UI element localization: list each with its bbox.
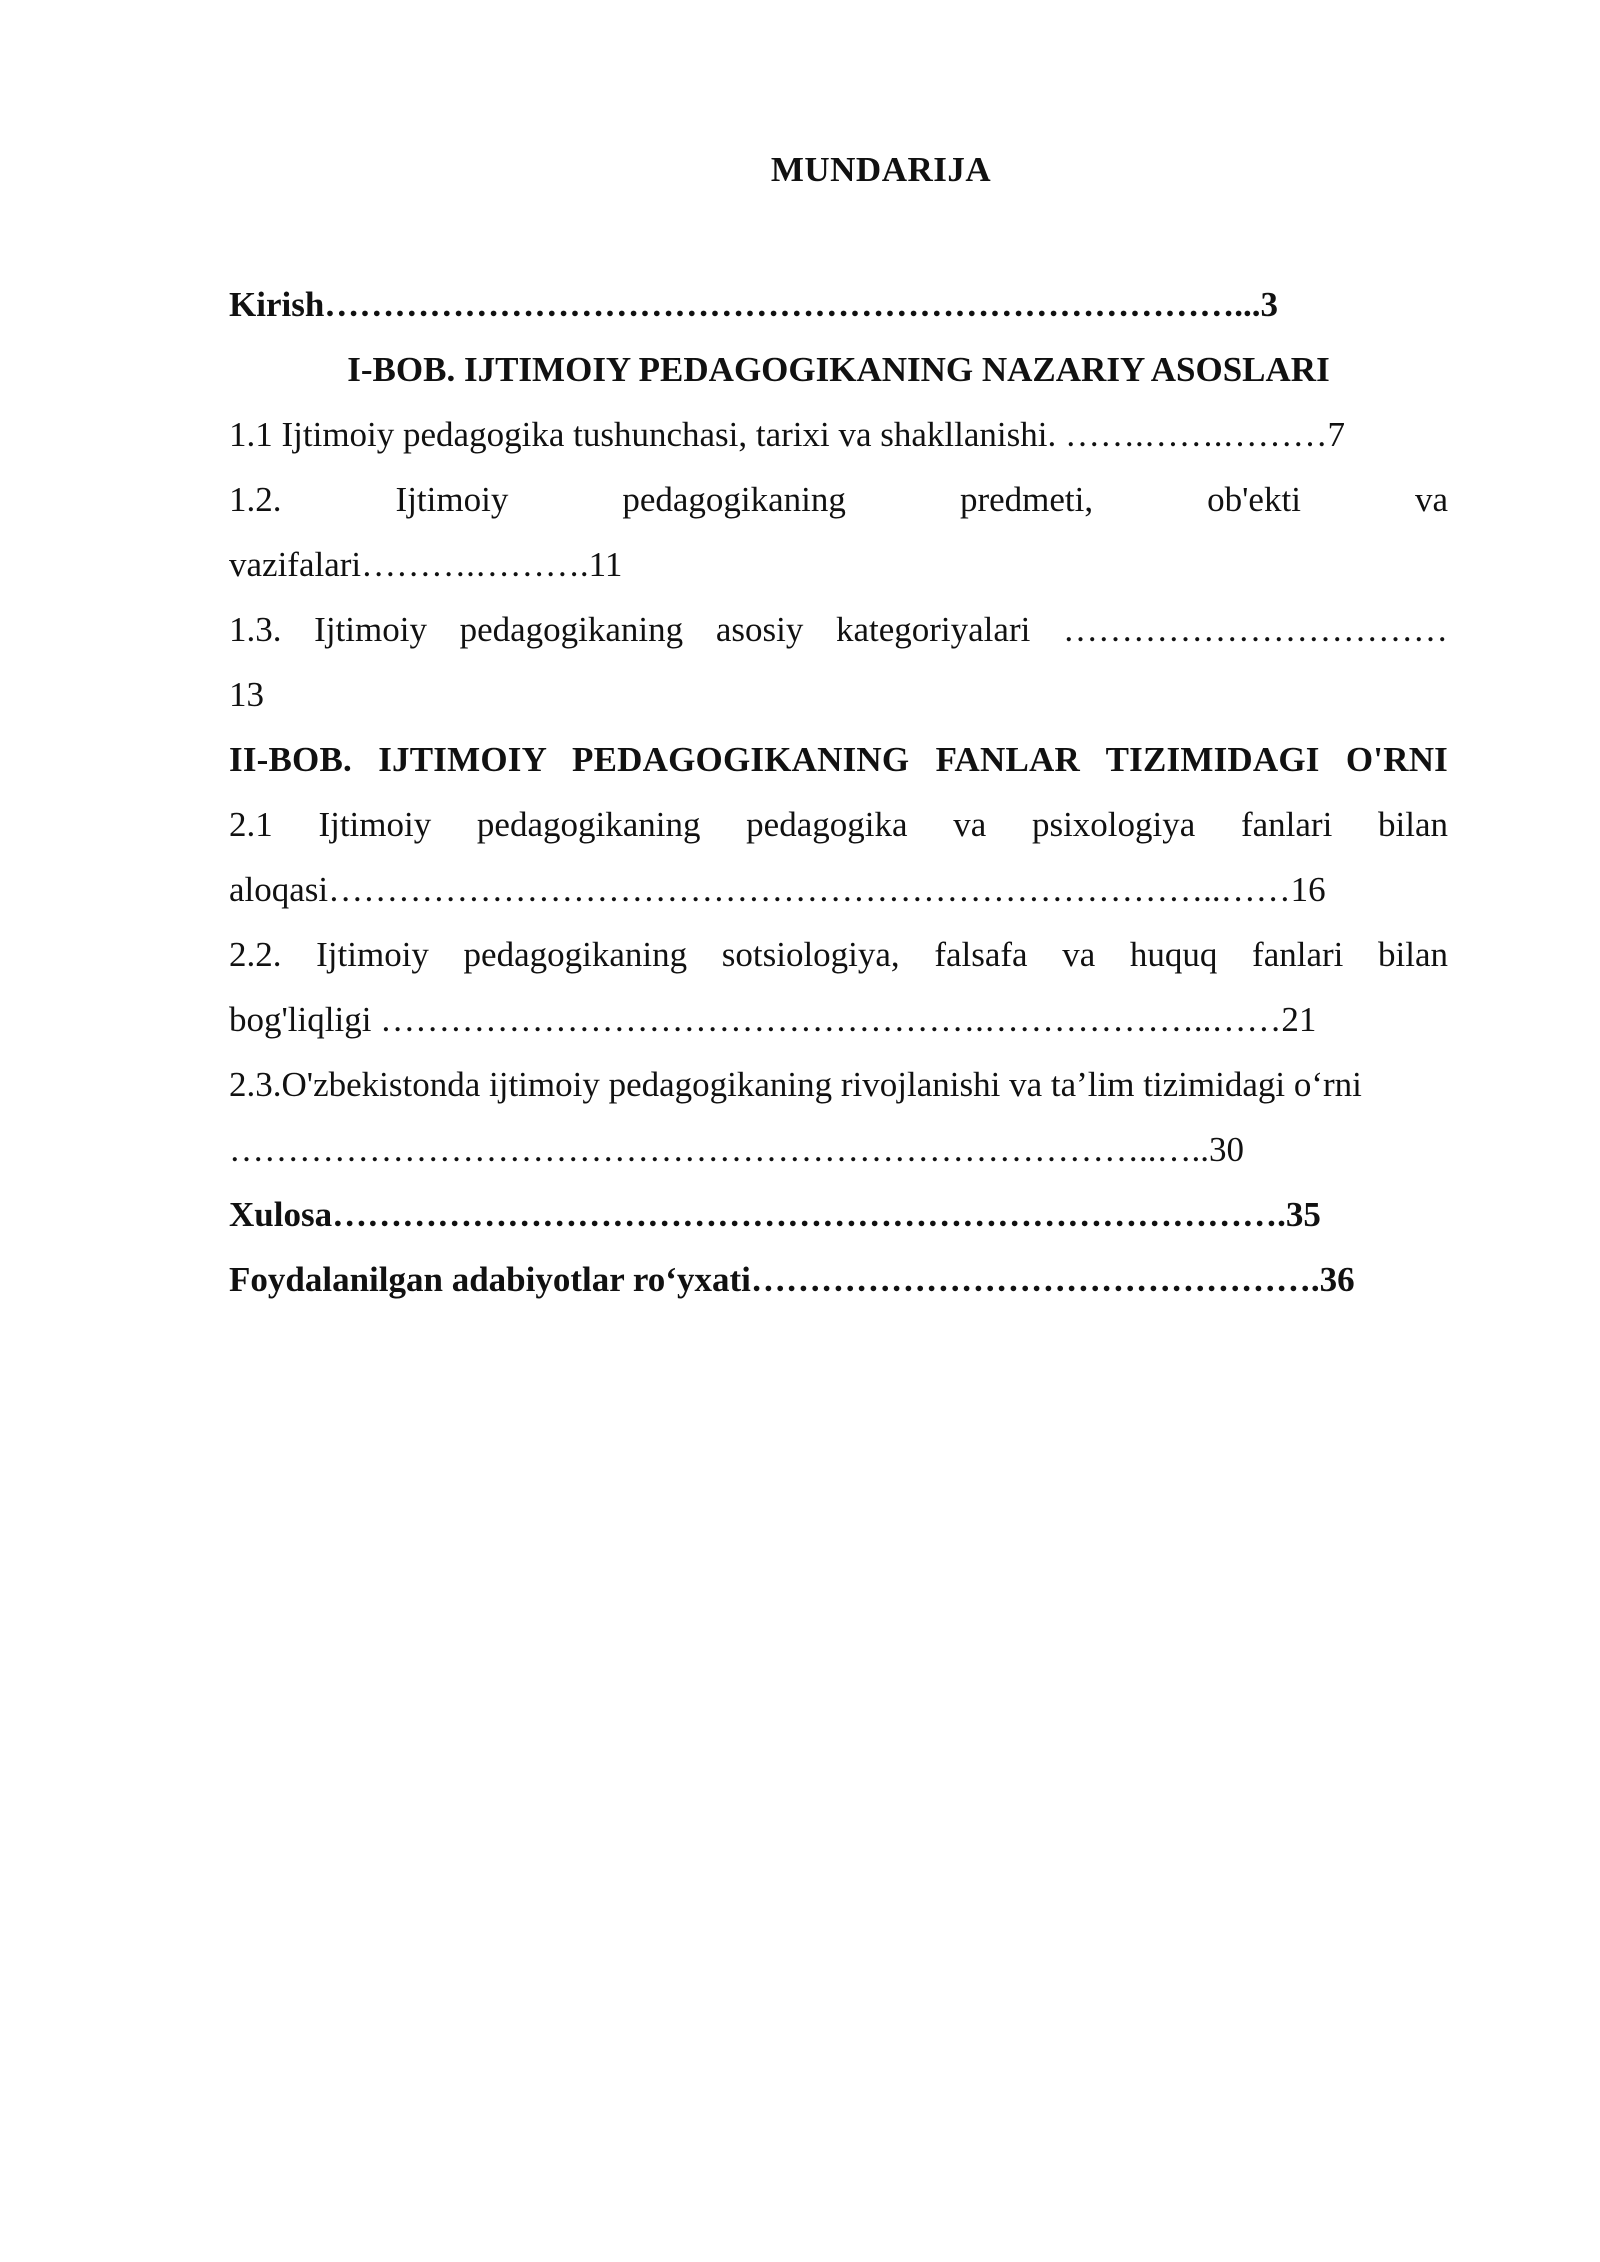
toc-entry-2-1-line1: 2.1 Ijtimoiy pedagogikaning pedagogika va psixologiya fanlari bilan [229,805,1448,844]
table-of-contents [229,272,1448,1312]
toc-entry-adabiyotlar: Foydalanilgan adabiyotlar ro‘yxati………………………………………….36 [229,1260,1355,1299]
toc-entry-1-1: 1.1 Ijtimoiy pedagogika tushunchasi, tarixi va shakllanishi. …….…….………7 [229,415,1345,454]
toc-entry-2-2-line2: bog'liqligi …………………………………………….………………..……21 [229,1000,1317,1039]
toc-chapter-1: I-BOB. IJTIMOIY PEDAGOGIKANING NAZARIY ASOSLARI [347,350,1330,389]
toc-entry-xulosa: Xulosa……………………………………………………………………….35 [229,1195,1321,1234]
toc-entry-1-2-line2: vazifalari……….……….11 [229,545,623,584]
toc-entry-kirish: Kirish……………………………………………………………………...3 [229,285,1279,324]
toc-entry-1-3-line2: 13 [229,675,264,714]
toc-entry-1-3-line1: 1.3. Ijtimoiy pedagogikaning asosiy kategoriyalari …………………………… [229,610,1448,649]
page-title: MUNDARIJA [770,150,992,189]
toc-entry-1-2-line1: 1.2. Ijtimoiy pedagogikaning predmeti, ob'ekti va [229,480,1448,519]
toc-entry-2-2-line1: 2.2. Ijtimoiy pedagogikaning sotsiologiya, falsafa va huquq fanlari bilan [229,935,1448,974]
toc-entry-2-1-line2: aloqasi…………………………………………………………………..……16 [229,870,1326,909]
toc-entry-2-3-line1: 2.3.O'zbekistonda ijtimoiy pedagogikaning rivojlanishi va ta’lim tizimidagi o‘rni [229,1065,1362,1104]
toc-entry-2-3-line2: ……………………………………………………………………..…..30 [229,1130,1244,1169]
toc-chapter-2: II-BOB. IJTIMOIY PEDAGOGIKANING FANLAR TIZIMIDAGI O'RNI [229,740,1448,779]
